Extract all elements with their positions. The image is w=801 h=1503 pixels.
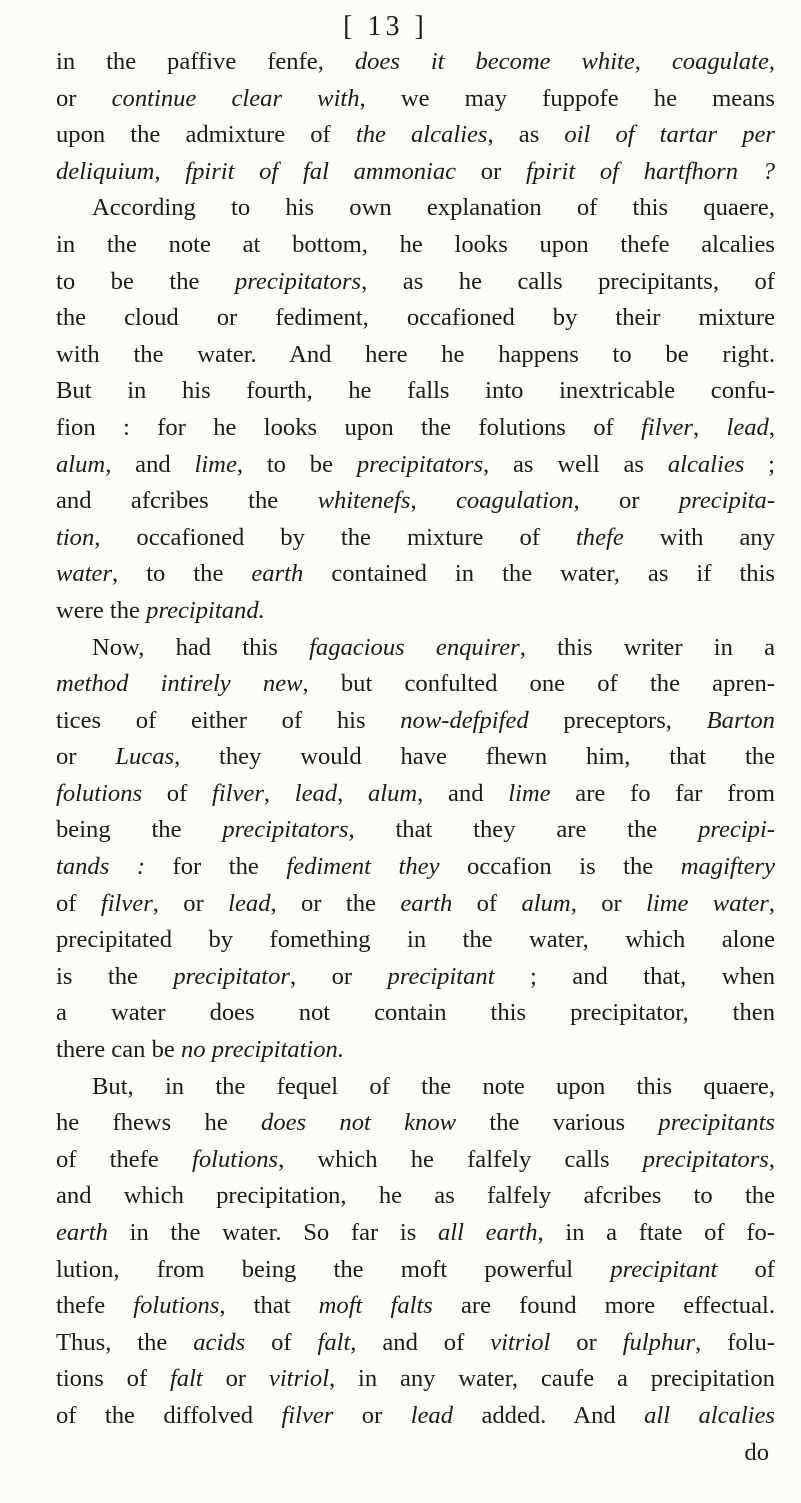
text-run: upon the admixture of	[56, 121, 356, 149]
text-line	[56, 190, 775, 227]
italic-text: whitenefs	[317, 487, 411, 515]
text-line	[56, 447, 775, 484]
text-line	[56, 630, 775, 667]
italic-text: thefe	[575, 523, 624, 551]
italic-text: falt	[317, 1328, 351, 1356]
text-line	[56, 849, 775, 886]
text-run: ,	[768, 48, 776, 75]
text-line	[56, 227, 775, 264]
italic-text: earth	[400, 889, 453, 917]
text-run: ,	[768, 413, 775, 441]
text-run: , that	[219, 1292, 319, 1320]
text-run: ,	[263, 779, 295, 807]
italic-text: precipitants	[658, 1109, 775, 1137]
text-run: a water does not contain this precipitator, then	[56, 999, 775, 1027]
text-run: of	[56, 889, 101, 917]
text-run: or	[333, 1401, 411, 1429]
italic-text: all earth	[437, 1219, 538, 1246]
text-line	[56, 337, 775, 374]
text-run: , in any water, caufe a precipitation	[329, 1365, 775, 1393]
text-line	[56, 373, 775, 410]
text-run: , or	[573, 487, 679, 515]
text-run: , they would have fhewn him, that the	[174, 743, 776, 771]
italic-text: fpirit of hartfhorn ?	[525, 157, 775, 185]
text-run: is the	[56, 962, 174, 990]
italic-text: earth	[56, 1219, 108, 1246]
text-line	[56, 1215, 775, 1252]
text-run: he fhews he	[56, 1109, 262, 1137]
italic-text: folutions	[133, 1292, 220, 1320]
text-run: , to the	[112, 560, 252, 588]
text-run: of	[452, 889, 522, 917]
italic-text: folutions	[56, 779, 143, 807]
text-run: of the diffolved	[56, 1401, 282, 1429]
italic-text: oil of tartar per	[564, 121, 775, 149]
text-run: , occafioned by the mixture of	[94, 523, 576, 551]
page-number: [ 13 ]	[343, 11, 428, 42]
text-run: or	[550, 1328, 623, 1356]
text-line	[56, 520, 775, 557]
text-line	[56, 739, 775, 776]
text-run: tices of either of his	[56, 706, 401, 734]
text-line	[56, 922, 775, 959]
italic-text: filver	[212, 779, 264, 807]
italic-text: lime	[194, 450, 237, 478]
text-run: fion : for he looks upon the folutions of	[56, 413, 642, 441]
text-line	[56, 812, 775, 849]
text-run: or	[56, 84, 112, 112]
text-line	[56, 1105, 775, 1142]
text-run: there can be	[56, 1036, 181, 1064]
text-run: of	[717, 1255, 775, 1283]
text-run: occafion is the	[439, 853, 681, 881]
text-line	[56, 1069, 775, 1106]
text-run: with any	[623, 523, 775, 551]
text-line	[56, 776, 775, 813]
italic-text: earth	[251, 560, 304, 588]
text-run: ,	[154, 157, 186, 185]
text-line	[56, 1178, 775, 1215]
italic-text: lime	[508, 779, 551, 807]
italic-text: coagulation	[456, 487, 574, 515]
italic-text: lead	[410, 1401, 454, 1429]
catchword: do	[744, 1438, 769, 1466]
italic-text: precipitant	[387, 962, 495, 990]
text-line	[56, 1288, 775, 1325]
text-run: ,	[692, 413, 727, 441]
text-run: , which he falfely calls	[278, 1145, 643, 1173]
italic-text: continue clear with	[111, 84, 360, 112]
text-run: of thefe	[56, 1145, 192, 1173]
text-run: , and of	[350, 1328, 491, 1356]
text-run: , or	[570, 889, 647, 917]
italic-text: lead	[294, 779, 338, 807]
italic-text: lime water	[646, 889, 769, 917]
text-run: in the note at bottom, he looks upon thefe alcalies	[56, 230, 775, 258]
italic-text: now-defpifed	[400, 706, 529, 734]
text-run: added. And	[453, 1401, 645, 1429]
text-run: , as he calls precipitants, of	[361, 267, 775, 295]
text-run: are found more effectual.	[432, 1292, 775, 1320]
text-run: or	[56, 743, 116, 771]
italic-text: precipitators	[642, 1145, 769, 1173]
text-line	[56, 300, 775, 337]
text-run: , or the	[270, 889, 401, 917]
italic-text: lead	[228, 889, 271, 917]
text-run: and afcribes the	[56, 487, 318, 515]
text-line	[56, 556, 775, 593]
text-run: or	[202, 1365, 269, 1393]
text-run: to be the	[56, 267, 235, 295]
italic-text: alum	[521, 889, 571, 917]
italic-text: does it become white	[354, 48, 635, 75]
text-run: and which precipitation, he as falfely afcribes to the	[56, 1182, 775, 1210]
italic-text: Barton	[706, 706, 775, 734]
italic-text: precipita-	[678, 487, 776, 515]
text-run: ,	[768, 1145, 776, 1173]
italic-text: Lucas	[115, 743, 175, 771]
text-run: in the water. So far is	[107, 1219, 438, 1246]
text-run: According to his own explanation of this quaere,	[92, 194, 775, 222]
text-run: ;	[744, 450, 775, 478]
italic-text: alum	[367, 779, 418, 807]
text-line	[56, 483, 775, 520]
text-line	[56, 264, 775, 301]
italic-text: deliquium	[56, 157, 155, 185]
italic-text: precipitators	[234, 267, 362, 295]
text-run: of	[245, 1328, 318, 1356]
italic-text: tands :	[56, 853, 146, 881]
text-run: lution, from being the moft powerful	[56, 1255, 611, 1283]
text-run: of	[142, 779, 212, 807]
italic-text: does not know	[261, 1109, 457, 1137]
italic-text: fagacious enquirer	[309, 633, 520, 661]
text-run: , we may fuppofe he means	[359, 84, 775, 112]
text-line	[56, 44, 775, 81]
italic-text: moft falts	[318, 1292, 433, 1320]
text-run: for the	[145, 853, 287, 881]
text-run: , and	[105, 450, 195, 478]
italic-text: precipitant	[610, 1255, 718, 1283]
text-run: Thus, the	[56, 1328, 194, 1356]
italic-text: alum	[56, 450, 106, 478]
text-run: the various	[456, 1109, 659, 1137]
italic-text: all alcalies	[644, 1401, 775, 1429]
italic-text: vitriol	[490, 1328, 551, 1356]
text-run: , and	[417, 779, 509, 807]
text-run: , or	[289, 962, 388, 990]
text-line	[56, 1032, 775, 1069]
italic-text: magiftery	[680, 853, 775, 881]
text-run: being the	[56, 816, 223, 844]
text-run: ; and that, when	[494, 962, 776, 990]
text-run: , to be	[236, 450, 357, 478]
text-run: , as well as	[483, 450, 668, 478]
text-run: Now, had this	[92, 633, 310, 661]
italic-text: filver	[281, 1401, 334, 1429]
italic-text: fediment they	[286, 853, 440, 881]
italic-text: coagulate	[671, 48, 769, 75]
italic-text: lead	[726, 413, 769, 441]
italic-text: water	[56, 560, 113, 588]
text-run: , but confulted one of the apren-	[302, 670, 775, 698]
italic-text: fulphur	[622, 1328, 696, 1356]
text-line	[56, 1142, 775, 1179]
text-run: , as	[487, 121, 565, 149]
text-run: ,	[337, 779, 368, 807]
text-run: ,	[634, 48, 672, 75]
text-run: ,	[768, 889, 775, 917]
italic-text: filver	[100, 889, 153, 917]
text-run: , in a ftate of fo-	[537, 1219, 775, 1246]
text-line	[56, 1325, 775, 1362]
italic-text: tion	[56, 523, 95, 551]
italic-text: no precipitation.	[180, 1036, 344, 1064]
text-run: , that they are the	[348, 816, 699, 844]
text-run: were the	[56, 596, 147, 624]
text-line	[56, 995, 775, 1032]
text-line	[56, 1252, 775, 1289]
italic-text: precipitators	[222, 816, 349, 844]
italic-text: the alcalies	[355, 121, 488, 149]
text-run: with the water. And here he happens to be right.	[56, 340, 775, 368]
italic-text: method intirely new	[56, 670, 303, 698]
text-run: , folu-	[695, 1328, 776, 1356]
text-run: preceptors,	[528, 706, 707, 734]
text-run: , or	[152, 889, 229, 917]
text-line	[56, 410, 775, 447]
italic-text: precipitator	[173, 962, 290, 990]
text-line	[56, 117, 775, 154]
text-run: the cloud or fediment, occafioned by their mixture	[56, 304, 775, 332]
text-run: in the paffive fenfe,	[56, 48, 355, 75]
text-run: tions of	[56, 1365, 170, 1393]
text-line	[56, 593, 775, 630]
italic-text: filver	[641, 413, 693, 441]
text-line	[56, 886, 775, 923]
italic-text: precipitators	[356, 450, 484, 478]
text-run: , this writer in a	[519, 633, 776, 661]
text-run: or	[456, 157, 526, 185]
text-run: But, in the fequel of the note upon this quaere,	[92, 1072, 775, 1100]
italic-text: fpirit of fal ammoniac	[185, 157, 457, 185]
text-run: precipitated by fomething in the water, which alone	[56, 926, 775, 954]
text-run: are fo far from	[550, 779, 776, 807]
text-run: But in his fourth, he falls into inextricable confu-	[56, 377, 775, 405]
text-line	[56, 1361, 775, 1398]
text-line	[56, 703, 775, 740]
text-run: thefe	[56, 1292, 134, 1320]
italic-text: alcalies	[667, 450, 745, 478]
italic-text: precipi-	[698, 816, 776, 844]
text-run: ,	[410, 487, 457, 515]
italic-text: acids	[193, 1328, 246, 1356]
italic-text: precipitand.	[146, 596, 265, 624]
text-line	[56, 154, 775, 191]
text-line	[56, 959, 775, 996]
italic-text: falt	[169, 1365, 203, 1393]
text-line	[56, 666, 775, 703]
text-line	[56, 81, 775, 118]
text-line	[56, 1398, 775, 1435]
body-text	[56, 44, 775, 1435]
text-run: contained in the water, as if this	[303, 560, 775, 588]
italic-text: vitriol	[268, 1365, 330, 1393]
italic-text: folutions	[192, 1145, 279, 1173]
